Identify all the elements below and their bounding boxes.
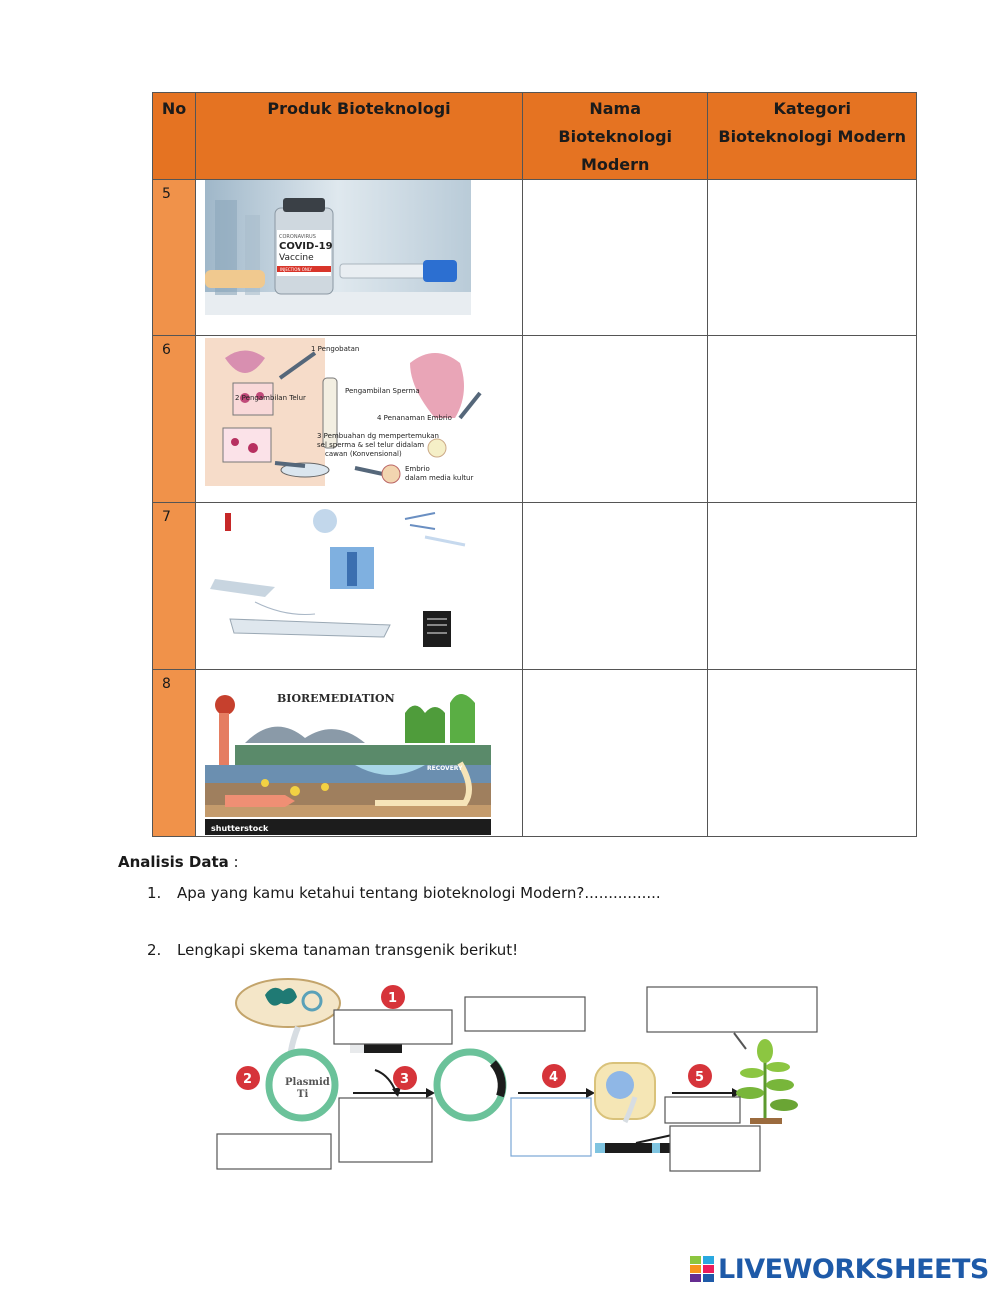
category-answer-cell[interactable]: [708, 670, 917, 837]
step-1-number: 1: [388, 991, 398, 1006]
product-image-cell: [196, 180, 523, 336]
row-number: 8: [153, 670, 196, 837]
product-image-cell: [196, 503, 523, 670]
vial-text-3: Vaccine: [279, 253, 314, 263]
ivf-label: 3 Pembuahan dg mempertemukan: [317, 432, 440, 440]
bioremediation-title: BIOREMEDIATION: [277, 692, 395, 705]
ivf-label: dalam media kultur: [405, 474, 474, 482]
shutterstock-brand: shutterstock: [211, 824, 269, 833]
bioremediation-image: [205, 673, 491, 835]
answer-box[interactable]: [665, 1097, 740, 1123]
recovery-label: RECOVERY: [427, 765, 463, 772]
step-5-number: 5: [695, 1070, 705, 1085]
header-no: No: [153, 93, 196, 180]
covid-vaccine-image: [205, 180, 471, 315]
product-image-cell: [196, 336, 523, 503]
recombinant-plasmid: [437, 1052, 503, 1118]
row-number: 6: [153, 336, 196, 503]
answer-box[interactable]: [670, 1126, 760, 1171]
header-category: [708, 93, 917, 180]
liveworksheets-logo-text: LIVEWORKSHEETS: [718, 1253, 989, 1285]
table-row: [153, 336, 917, 503]
analysis-heading-text: Analisis Data: [118, 853, 229, 871]
analysis-heading: [118, 853, 239, 871]
answer-box[interactable]: [217, 1134, 331, 1169]
answer-box[interactable]: [511, 1098, 591, 1156]
answer-box[interactable]: [465, 997, 585, 1031]
plasmid-label-2: Ti: [297, 1089, 309, 1100]
answer-box[interactable]: [334, 1010, 452, 1044]
ivf-label: Embrio: [405, 465, 430, 473]
table-row: [153, 180, 917, 336]
step-3-number: 3: [400, 1072, 410, 1087]
liveworksheets-logo-icon: [690, 1256, 714, 1282]
vial-text-4: INJECTION ONLY: [280, 267, 313, 272]
category-answer-cell[interactable]: [708, 336, 917, 503]
ivf-diagram-image: [205, 338, 493, 486]
name-answer-cell[interactable]: [522, 670, 707, 837]
analysis-heading-colon: :: [228, 853, 239, 871]
table-row: [153, 670, 917, 837]
category-answer-cell[interactable]: [708, 180, 917, 336]
header-category-text: Kategori Bioteknologi Modern: [718, 99, 907, 146]
product-image-cell: [196, 670, 523, 837]
ivf-label: cawan (Konvensional): [325, 450, 402, 458]
plasmid-label-1: Plasmid: [285, 1077, 330, 1088]
step-4-number: 4: [549, 1070, 559, 1085]
row-number: 5: [153, 180, 196, 336]
question-number: 1.: [147, 884, 162, 902]
biotech-table: [152, 92, 917, 837]
ivf-label: 2 Pengambilan Telur: [235, 394, 306, 402]
row-number: 7: [153, 503, 196, 670]
dna-fingerprint-diagram-image: [205, 507, 480, 657]
question-2: [147, 941, 518, 959]
name-answer-cell[interactable]: [522, 503, 707, 670]
question-text: Lengkapi skema tanaman transgenik berikut!: [177, 941, 519, 959]
table-row: [153, 503, 917, 670]
table-header-row: [153, 93, 917, 180]
name-answer-cell[interactable]: [522, 180, 707, 336]
ivf-label: Pengambilan Sperma: [345, 387, 420, 395]
ivf-label: sel sperma & sel telur didalam: [317, 441, 425, 449]
ivf-label: 4 Penanaman Embrio: [377, 414, 453, 422]
liveworksheets-logo: [690, 1252, 989, 1286]
step-2-number: 2: [243, 1072, 253, 1087]
question-1: [147, 884, 661, 902]
question-number: 2.: [147, 941, 162, 959]
vial-text-2: COVID-19: [279, 241, 333, 252]
question-text: Apa yang kamu ketahui tentang bioteknologi Modern?................: [177, 884, 661, 902]
name-answer-cell[interactable]: [522, 336, 707, 503]
transgenic-schema: [210, 975, 830, 1190]
header-name: [522, 93, 707, 180]
vial-text-1: CORONAVIRUS: [279, 234, 316, 240]
header-name-text: Nama Bioteknologi Modern: [558, 99, 672, 174]
header-product: Produk Bioteknologi: [196, 93, 523, 180]
transgenic-plant: [736, 1039, 798, 1124]
ivf-label: 1 Pengobatan: [311, 345, 360, 353]
answer-box[interactable]: [339, 1098, 432, 1162]
category-answer-cell[interactable]: [708, 503, 917, 670]
answer-box[interactable]: [647, 987, 817, 1032]
